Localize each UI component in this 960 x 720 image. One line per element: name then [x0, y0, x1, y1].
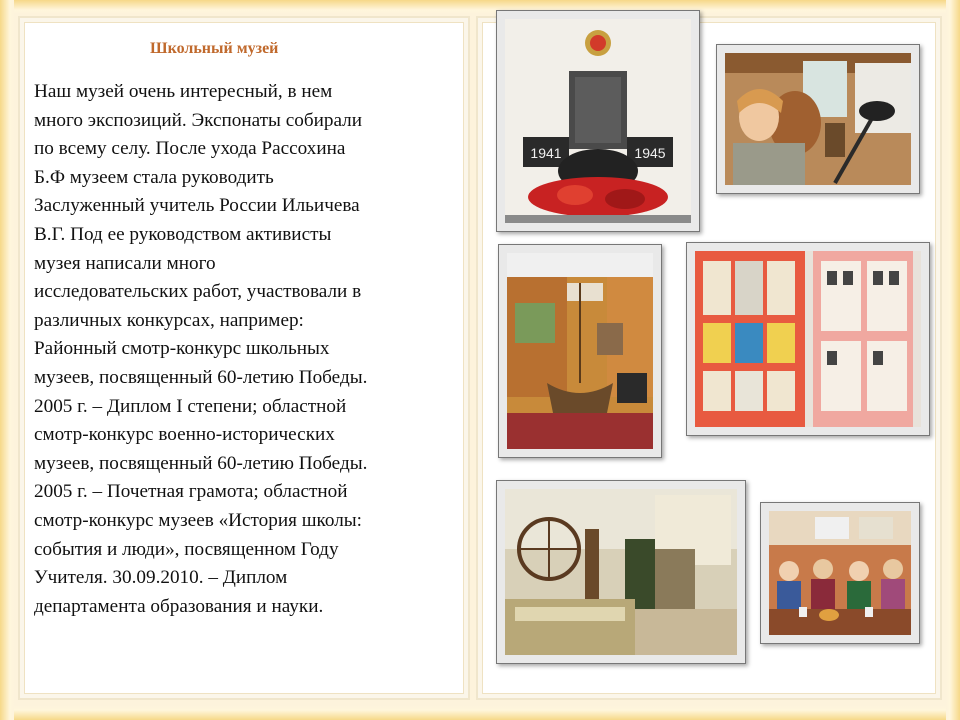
svg-text:1941: 1941: [530, 145, 562, 161]
photo-girl-exhibit: [716, 44, 920, 194]
photo-portrait-stands: [686, 242, 930, 436]
photo-memorial: [496, 10, 700, 232]
slide-title: Школьный музей: [150, 40, 279, 57]
photo-spinning-wheel: [496, 480, 746, 664]
photo-tea-party: [760, 502, 920, 644]
photo-cradle-room: [498, 244, 662, 458]
svg-text:1945: 1945: [634, 145, 666, 161]
slide-body-text: Наш музей очень интересный, в нем много экспозиций. Экспонаты собирали по всему селу. После ухода Рассохина Б.Ф музеем стала руководить Заслуженный учитель России Ильичева В.Г. Под ее руководством активисты музея написали много исследовательских работ, участвовали в различных конкурсах, например: Районный смотр-конкурс школьных музеев, посвященный 60-летию Победы. 2005 г. – Диплом I степени; областной смотр-конкурс военно-исторических музеев, посвященный 60-летию Победы. 2005 г. – Почетная грамота; областной смотр-конкурс музеев «История школы: события и люди», посвященном Году Учителя. 30.09.2010. – Диплом департамента образования и науки.: [34, 81, 368, 617]
